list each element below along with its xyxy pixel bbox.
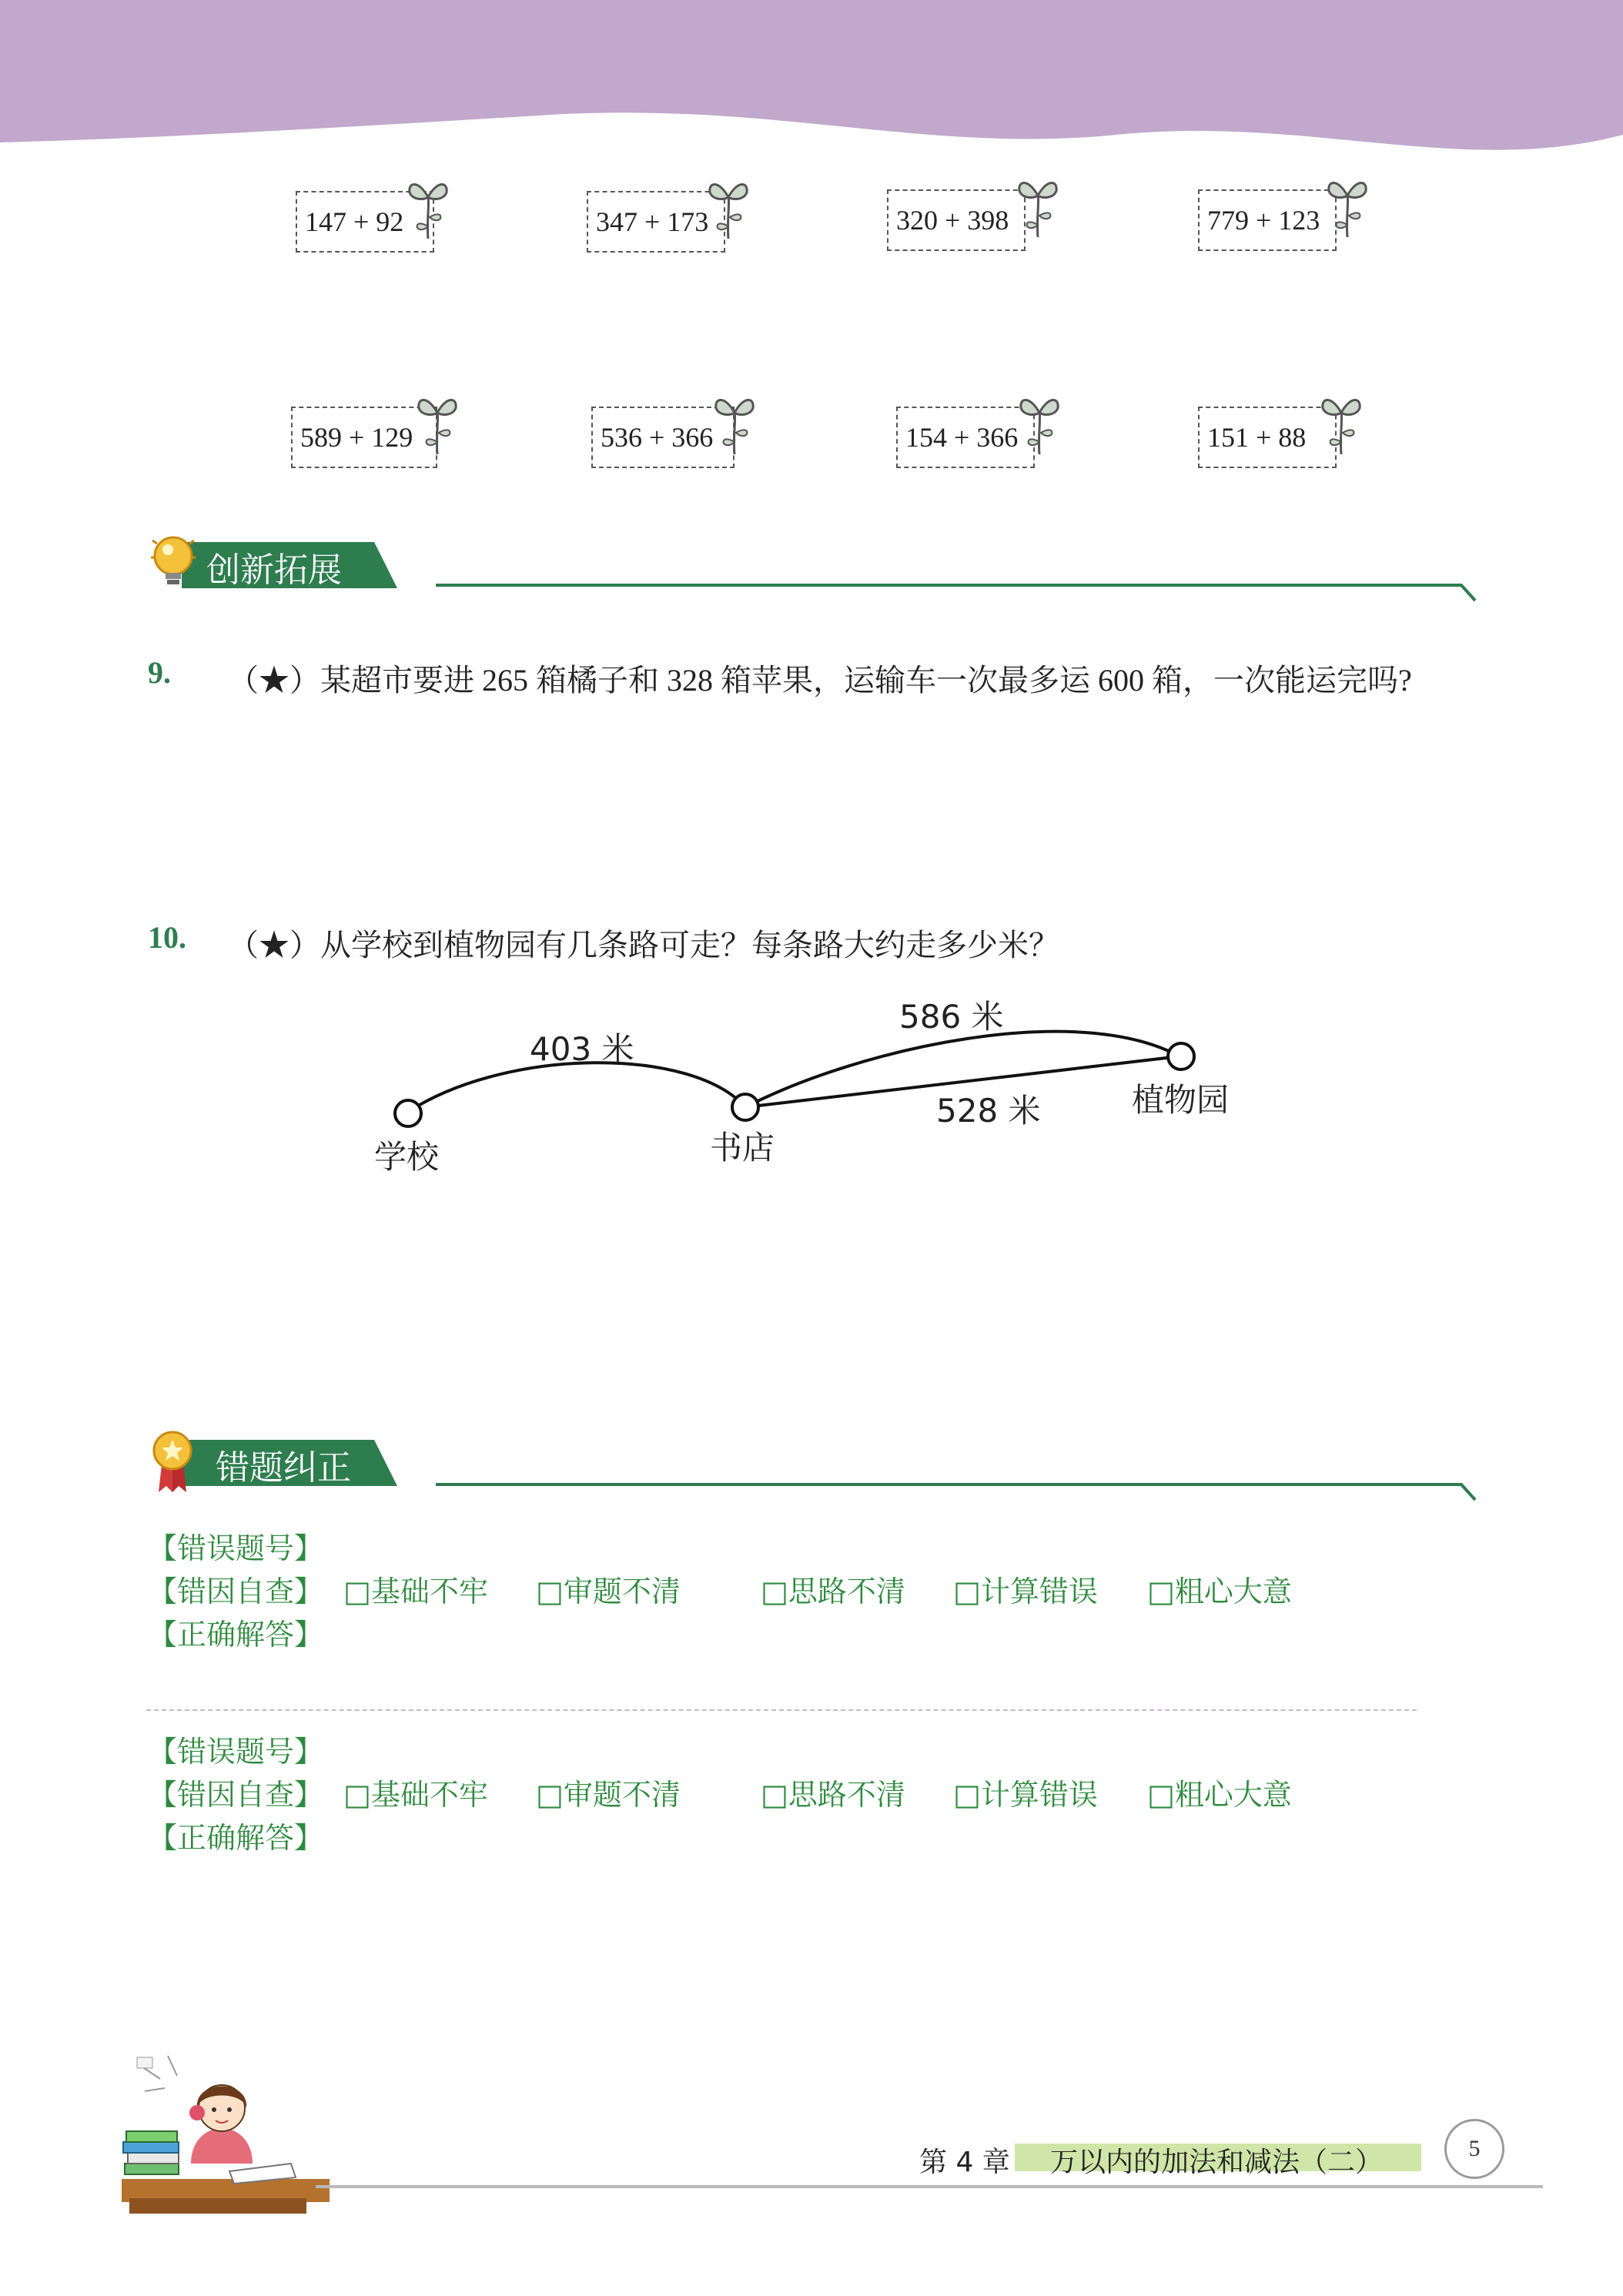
checkbox-option[interactable]: □基础不牢 (343, 1778, 488, 1812)
footer-rule (316, 2185, 1543, 2188)
expression-text: 347 + 173 (596, 206, 709, 237)
lightbulb-icon (149, 533, 197, 594)
expression-box (1198, 407, 1337, 468)
checkbox-option[interactable]: □审题不清 (536, 1778, 681, 1812)
node-garden (1168, 1043, 1194, 1069)
checkbox-option[interactable]: □基础不牢 (343, 1575, 488, 1608)
sprout-icon (1016, 172, 1059, 239)
sprout-icon (1320, 390, 1363, 456)
sprout-icon (713, 390, 756, 456)
checkbox-option[interactable]: □粗心大意 (1147, 1575, 1292, 1608)
expression-text: 154 + 366 (905, 422, 1019, 453)
expression-box (587, 191, 725, 253)
chapter-title: 万以内的加法和减法（二） (1050, 2147, 1384, 2178)
girl-reading-illustration (114, 2048, 330, 2217)
section-rule (436, 1477, 1477, 1508)
header-wave (0, 0, 1623, 177)
expression-box (1198, 189, 1337, 251)
expression-text: 320 + 398 (896, 205, 1009, 236)
sprout-icon (1018, 390, 1061, 456)
distance-label: 403 米 (530, 1030, 634, 1068)
checkbox-option[interactable]: □粗心大意 (1147, 1778, 1292, 1812)
sprout-icon (707, 174, 750, 240)
sprout-icon (1326, 172, 1369, 239)
expression-text: 589 + 129 (300, 422, 413, 453)
expression-text: 147 + 92 (305, 206, 404, 237)
distance-label: 528 米 (936, 1092, 1041, 1130)
expression-box (896, 407, 1035, 468)
section-rule (436, 577, 1477, 608)
section-title: 创新拓展 (206, 551, 342, 590)
expression-text: 779 + 123 (1207, 205, 1320, 236)
medal-icon (151, 1429, 194, 1494)
question-number: 10. (148, 920, 186, 955)
place-label-garden: 植物园 (1132, 1081, 1230, 1119)
sprout-icon (416, 390, 459, 456)
expression-text: 151 + 88 (1207, 422, 1307, 453)
checkbox-option[interactable]: □计算错误 (953, 1575, 1098, 1608)
question-text: （★）从学校到植物园有几条路可走？每条路大约走多少米？ (228, 928, 1059, 962)
checkbox-option[interactable]: □思路不清 (761, 1575, 905, 1608)
route-map (385, 1016, 1263, 1170)
page-number: 5 (1444, 2119, 1504, 2179)
distance-label: 586 米 (899, 998, 1004, 1036)
place-label-bookstore: 书店 (710, 1129, 775, 1166)
checkbox-option[interactable]: □审题不清 (536, 1575, 681, 1608)
correct-answer-label: 【正确解答】 (148, 1821, 324, 1855)
node-school (395, 1100, 421, 1126)
error-reason-label: 【错因自查】 (148, 1575, 324, 1608)
question-text: （★）某超市要进 265 箱橘子和 328 箱苹果，运输车一次最多运 600 箱，一次能运完吗? (228, 663, 1412, 698)
node-bookstore (732, 1094, 758, 1120)
correct-answer-label: 【正确解答】 (148, 1618, 324, 1652)
dashed-divider (146, 1709, 1417, 1711)
place-label-school: 学校 (374, 1138, 440, 1176)
question-number: 9. (148, 655, 171, 690)
error-number-label: 【错误题号】 (148, 1531, 324, 1565)
expression-text: 536 + 366 (601, 422, 714, 453)
error-number-label: 【错误题号】 (148, 1735, 324, 1769)
error-reason-label: 【错因自查】 (148, 1778, 324, 1812)
checkbox-option[interactable]: □计算错误 (953, 1778, 1098, 1812)
checkbox-option[interactable]: □思路不清 (761, 1778, 905, 1812)
chapter-number: 第 4 章 (919, 2147, 1010, 2178)
section-title: 错题纠正 (216, 1448, 351, 1488)
expression-box (887, 189, 1026, 251)
sprout-icon (407, 174, 450, 240)
